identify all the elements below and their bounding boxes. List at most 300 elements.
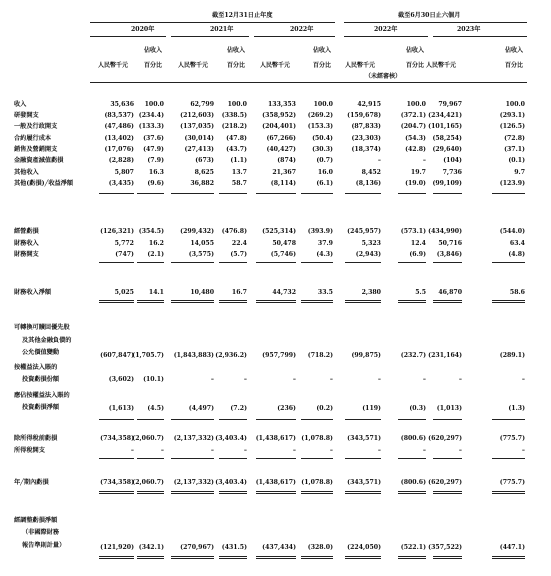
subtotal-rule <box>137 458 164 459</box>
subtotal-rule <box>492 419 525 420</box>
subtotal-rule <box>99 458 134 459</box>
cell-loss-for-period: (1,078.8) <box>301 479 333 486</box>
row-label-rd-expenses: 研發開支 <box>14 112 39 119</box>
total-double-rule <box>492 556 525 559</box>
cell-other-income: 19.7 <box>410 169 426 176</box>
cell-contract-fulfilment-cost: (67,266) <box>266 135 296 142</box>
cell-contract-fulfilment-cost: (37.6) <box>143 135 164 142</box>
cell-share-of-associate-losses: (119) <box>362 405 381 412</box>
cell-income-tax-expense: – <box>243 447 247 454</box>
cell-other-income: 5,807 <box>114 169 134 176</box>
subtotal-rule <box>301 193 333 194</box>
fair-value-change-label: 可轉換可贖回優先股 <box>14 324 70 331</box>
cell-contract-fulfilment-cost: (72.8) <box>504 135 525 142</box>
total-double-rule <box>398 491 426 494</box>
col-header-pct-top: 佔收入 <box>505 47 524 54</box>
total-double-rule <box>256 300 296 303</box>
cell-operating-loss: (126,321) <box>100 228 134 235</box>
cell-revenue: 100.0 <box>406 101 426 108</box>
cell-operating-loss: (299,432) <box>180 228 214 235</box>
cell-impairment-losses: – <box>377 157 381 164</box>
col-header-pct-bottom: 百分比 <box>144 62 163 69</box>
cell-loss-for-period: (2,060.7) <box>132 479 164 486</box>
cell-finance-costs: (3,575) <box>188 251 214 258</box>
cell-adjusted-net-loss: (270,967) <box>180 544 214 551</box>
adjusted-net-loss-label: 報告準則計量） <box>22 542 66 549</box>
cell-selling-marketing-expenses: (30.3) <box>312 146 333 153</box>
cell-selling-marketing-expenses: (47.9) <box>143 146 164 153</box>
cell-impairment-losses: (7.9) <box>147 157 164 164</box>
col-header-pct-bottom: 百分比 <box>406 62 425 69</box>
cell-loss-before-tax: (2,137,332) <box>173 435 214 442</box>
cell-finance-income: 50,716 <box>438 240 462 247</box>
row-label-finance-income: 財務收入 <box>14 240 39 247</box>
cell-adjusted-net-loss: (121,920) <box>100 544 134 551</box>
cell-finance-income: 14,055 <box>190 240 214 247</box>
total-double-rule <box>171 556 214 559</box>
cell-contract-fulfilment-cost: (30,014) <box>184 135 214 142</box>
total-double-rule <box>301 491 333 494</box>
col-header-rmb: 人民幣千元 <box>178 62 209 69</box>
cell-net-finance-income: 2,380 <box>361 289 381 296</box>
cell-fair-value-changes: (718.2) <box>307 352 333 359</box>
subtotal-rule <box>171 262 214 263</box>
row-label-other-losses-gains-net: 其他(虧損)╱收益淨額 <box>14 180 74 187</box>
cell-other-losses-gains-net: (99,109) <box>432 180 462 187</box>
cell-share-of-jv-losses: – <box>329 376 333 383</box>
cell-rd-expenses: (234,421) <box>428 112 462 119</box>
cell-fair-value-changes: (1,705.7) <box>132 352 164 359</box>
cell-share-of-associate-losses: (1.3) <box>508 405 525 412</box>
year-2021: 2021年 <box>210 26 234 33</box>
total-double-rule <box>171 300 214 303</box>
cell-selling-marketing-expenses: (42.8) <box>405 146 426 153</box>
cell-loss-before-tax: (620,297) <box>428 435 462 442</box>
cell-income-tax-expense: – <box>130 447 134 454</box>
cell-finance-income: 22.4 <box>231 240 247 247</box>
cell-operating-loss: (544.0) <box>499 228 525 235</box>
cell-contract-fulfilment-cost: (58,254) <box>432 135 462 142</box>
total-double-rule <box>99 556 134 559</box>
subtotal-rule <box>433 419 462 420</box>
cell-net-finance-income: 5,025 <box>114 289 134 296</box>
cell-income-tax-expense: – <box>210 447 214 454</box>
total-double-rule <box>137 300 164 303</box>
cell-other-income: 16.3 <box>148 169 164 176</box>
cell-loss-before-tax: (3,403.4) <box>215 435 247 442</box>
cell-finance-income: 5,323 <box>361 240 381 247</box>
total-double-rule <box>492 491 525 494</box>
cell-contract-fulfilment-cost: (13,402) <box>104 135 134 142</box>
col-header-pct-bottom: 百分比 <box>313 62 332 69</box>
cell-selling-marketing-expenses: (27,413) <box>184 146 214 153</box>
cell-impairment-losses: (874) <box>277 157 296 164</box>
cell-impairment-losses: (104) <box>443 157 462 164</box>
subtotal-rule <box>219 262 247 263</box>
cell-income-tax-expense: – <box>422 447 426 454</box>
cell-loss-for-period: (1,438,617) <box>255 479 296 486</box>
cell-share-of-jv-losses: – <box>210 376 214 383</box>
adjusted-net-loss-label: （非國際財務 <box>22 529 60 536</box>
col-header-pct-top: 佔收入 <box>406 47 425 54</box>
subtotal-rule <box>345 458 381 459</box>
cell-loss-before-tax: (734,358) <box>100 435 134 442</box>
unaudited-note: （未經審核） <box>365 73 402 80</box>
cell-share-of-associate-losses: (0.2) <box>316 405 333 412</box>
cell-impairment-losses: (0.7) <box>316 157 333 164</box>
cell-share-of-jv-losses: (10.1) <box>143 376 164 383</box>
cell-contract-fulfilment-cost: (54.3) <box>405 135 426 142</box>
cell-share-of-associate-losses: (0.3) <box>409 405 426 412</box>
cell-revenue: 42,915 <box>357 101 381 108</box>
cell-revenue: 62,799 <box>190 101 214 108</box>
cell-contract-fulfilment-cost: (23,303) <box>351 135 381 142</box>
cell-other-income: 16.0 <box>317 169 333 176</box>
cell-rd-expenses: (269.2) <box>307 112 333 119</box>
cell-impairment-losses: – <box>422 157 426 164</box>
cell-finance-income: 50,478 <box>272 240 296 247</box>
cell-finance-costs: (4.3) <box>316 251 333 258</box>
cell-g-and-a-expenses: (87,833) <box>351 123 381 130</box>
cell-rd-expenses: (338.5) <box>221 112 247 119</box>
year-2020: 2020年 <box>131 26 155 33</box>
total-double-rule <box>219 556 247 559</box>
cell-finance-costs: (5,746) <box>270 251 296 258</box>
cell-loss-before-tax: (1,438,617) <box>255 435 296 442</box>
cell-finance-costs: (4.8) <box>508 251 525 258</box>
row-label-net-finance-income: 財務收入淨額 <box>14 289 52 296</box>
cell-selling-marketing-expenses: (37.1) <box>504 146 525 153</box>
subtotal-rule <box>398 193 426 194</box>
subtotal-rule <box>171 419 214 420</box>
cell-share-of-jv-losses: – <box>521 376 525 383</box>
cell-income-tax-expense: – <box>292 447 296 454</box>
cell-share-of-associate-losses: (4,497) <box>188 405 214 412</box>
total-double-rule <box>433 300 462 303</box>
cell-share-of-jv-losses: – <box>243 376 247 383</box>
cell-g-and-a-expenses: (204,401) <box>262 123 296 130</box>
cell-other-losses-gains-net: (6.1) <box>316 180 333 187</box>
col-header-pct-bottom: 百分比 <box>227 62 246 69</box>
cell-rd-expenses: (159,678) <box>347 112 381 119</box>
cell-finance-income: 16.2 <box>148 240 164 247</box>
total-double-rule <box>301 556 333 559</box>
cell-other-income: 8,625 <box>194 169 214 176</box>
col-header-rmb: 人民幣千元 <box>260 62 291 69</box>
cell-net-finance-income: 33.5 <box>317 289 333 296</box>
cell-other-losses-gains-net: 36,882 <box>190 180 214 187</box>
subtotal-rule <box>301 262 333 263</box>
year-2022-hy: 2022年 <box>374 26 398 33</box>
cell-income-tax-expense: – <box>521 447 525 454</box>
subtotal-rule <box>398 458 426 459</box>
cell-other-losses-gains-net: (9.6) <box>147 180 164 187</box>
cell-other-income: 8,452 <box>361 169 381 176</box>
subtotal-rule <box>492 193 525 194</box>
cell-fair-value-changes: (957,799) <box>262 352 296 359</box>
cell-adjusted-net-loss: (357,522) <box>428 544 462 551</box>
cell-net-finance-income: 46,870 <box>438 289 462 296</box>
cell-other-income: 21,367 <box>272 169 296 176</box>
cell-g-and-a-expenses: (47,486) <box>104 123 134 130</box>
subtotal-rule <box>137 262 164 263</box>
cell-revenue: 100.0 <box>144 101 164 108</box>
cell-selling-marketing-expenses: (18,374) <box>351 146 381 153</box>
row-label-operating-loss: 經營虧損 <box>14 228 39 235</box>
cell-revenue: 100.0 <box>313 101 333 108</box>
total-double-rule <box>256 556 296 559</box>
header-bottom-rule <box>90 82 527 83</box>
total-double-rule <box>137 491 164 494</box>
subtotal-rule <box>219 458 247 459</box>
cell-revenue: 100.0 <box>227 101 247 108</box>
row-label-impairment-losses: 金融資產減值虧損 <box>14 157 64 164</box>
total-double-rule <box>99 491 134 494</box>
cell-g-and-a-expenses: (137,035) <box>180 123 214 130</box>
fy-header-rule <box>90 22 335 23</box>
cell-revenue: 100.0 <box>505 101 525 108</box>
col-header-pct-bottom: 百分比 <box>505 62 524 69</box>
cell-adjusted-net-loss: (431.5) <box>221 544 247 551</box>
subtotal-rule <box>171 193 214 194</box>
cell-operating-loss: (354.5) <box>138 228 164 235</box>
cell-share-of-jv-losses: (3,602) <box>108 376 134 383</box>
cell-adjusted-net-loss: (437,434) <box>262 544 296 551</box>
cell-selling-marketing-expenses: (29,640) <box>432 146 462 153</box>
year-2022-fy: 2022年 <box>290 26 314 33</box>
fy-period-header: 截至12月31日止年度 <box>212 12 273 19</box>
cell-fair-value-changes: (232.7) <box>400 352 426 359</box>
col-header-rmb: 人民幣千元 <box>98 62 129 69</box>
total-double-rule <box>171 491 214 494</box>
row-label-selling-marketing-expenses: 銷售及營銷開支 <box>14 146 58 153</box>
total-double-rule <box>398 556 426 559</box>
subtotal-rule <box>492 262 525 263</box>
associate-share-label: 應佔按權益法入賬的 <box>14 392 70 399</box>
row-label-loss-for-period: 年╱期內虧損 <box>14 479 49 486</box>
cell-share-of-associate-losses: (7.2) <box>230 405 247 412</box>
subtotal-rule <box>345 193 381 194</box>
subtotal-rule <box>301 458 333 459</box>
cell-other-losses-gains-net: (8,114) <box>270 180 296 187</box>
cell-g-and-a-expenses: (101,165) <box>428 123 462 130</box>
cell-income-tax-expense: – <box>329 447 333 454</box>
cell-rd-expenses: (212,603) <box>180 112 214 119</box>
subtotal-rule <box>219 419 247 420</box>
cell-finance-costs: (747) <box>115 251 134 258</box>
year-rule <box>171 36 249 37</box>
subtotal-rule <box>99 193 134 194</box>
subtotal-rule <box>219 193 247 194</box>
subtotal-rule <box>171 458 214 459</box>
cell-finance-costs: (2,943) <box>355 251 381 258</box>
subtotal-rule <box>137 193 164 194</box>
total-double-rule <box>398 300 426 303</box>
total-double-rule <box>433 556 462 559</box>
cell-net-finance-income: 14.1 <box>148 289 164 296</box>
cell-income-tax-expense: – <box>458 447 462 454</box>
col-header-rmb: 人民幣千元 <box>345 62 376 69</box>
cell-selling-marketing-expenses: (43.7) <box>226 146 247 153</box>
cell-adjusted-net-loss: (522.1) <box>400 544 426 551</box>
cell-operating-loss: (476.8) <box>221 228 247 235</box>
col-header-pct-top: 佔收入 <box>313 47 332 54</box>
total-double-rule <box>137 556 164 559</box>
cell-loss-for-period: (2,137,332) <box>173 479 214 486</box>
cell-net-finance-income: 16.7 <box>231 289 247 296</box>
cell-revenue: 35,636 <box>110 101 134 108</box>
cell-rd-expenses: (234.4) <box>138 112 164 119</box>
cell-share-of-jv-losses: – <box>422 376 426 383</box>
cell-other-losses-gains-net: (19.0) <box>405 180 426 187</box>
cell-finance-income: 37.9 <box>317 240 333 247</box>
cell-finance-costs: (3,846) <box>436 251 462 258</box>
total-double-rule <box>99 300 134 303</box>
cell-rd-expenses: (358,952) <box>262 112 296 119</box>
cell-rd-expenses: (372.1) <box>400 112 426 119</box>
cell-fair-value-changes: (231,164) <box>428 352 462 359</box>
cell-impairment-losses: (2,828) <box>108 157 134 164</box>
cell-impairment-losses: (673) <box>195 157 214 164</box>
cell-adjusted-net-loss: (342.1) <box>138 544 164 551</box>
cell-share-of-jv-losses: – <box>292 376 296 383</box>
cell-net-finance-income: 10,480 <box>190 289 214 296</box>
cell-g-and-a-expenses: (133.3) <box>138 123 164 130</box>
subtotal-rule <box>99 419 134 420</box>
cell-fair-value-changes: (607,847) <box>100 352 134 359</box>
total-double-rule <box>345 300 381 303</box>
cell-loss-before-tax: (2,060.7) <box>132 435 164 442</box>
subtotal-rule <box>433 458 462 459</box>
subtotal-rule <box>256 193 296 194</box>
year-rule <box>90 36 166 37</box>
subtotal-rule <box>345 419 381 420</box>
cell-finance-costs: (2.1) <box>147 251 164 258</box>
cell-impairment-losses: (1.1) <box>230 157 247 164</box>
cell-g-and-a-expenses: (204.7) <box>400 123 426 130</box>
jv-share-label: 按權益法入賬的 <box>14 364 58 371</box>
year-2023: 2023年 <box>457 26 481 33</box>
row-label-contract-fulfilment-cost: 合約履行成本 <box>14 135 52 142</box>
row-label-revenue: 收入 <box>14 101 27 108</box>
hy-header-rule <box>344 22 527 23</box>
cell-revenue: 133,353 <box>268 101 296 108</box>
cell-other-income: 13.7 <box>231 169 247 176</box>
col-header-pct-top: 佔收入 <box>227 47 246 54</box>
cell-rd-expenses: (83,537) <box>104 112 134 119</box>
jv-share-label: 投資虧損份額 <box>22 376 60 383</box>
cell-loss-before-tax: (1,078.8) <box>301 435 333 442</box>
cell-share-of-associate-losses: (236) <box>277 405 296 412</box>
row-label-g-and-a-expenses: 一般及行政開支 <box>14 123 58 130</box>
cell-impairment-losses: (0.1) <box>508 157 525 164</box>
subtotal-rule <box>433 193 462 194</box>
total-double-rule <box>433 491 462 494</box>
cell-finance-costs: (6.9) <box>409 251 426 258</box>
cell-selling-marketing-expenses: (17,076) <box>104 146 134 153</box>
row-label-income-tax-expense: 所得稅開支 <box>14 447 45 454</box>
cell-adjusted-net-loss: (447.1) <box>499 544 525 551</box>
cell-g-and-a-expenses: (126.5) <box>499 123 525 130</box>
cell-share-of-associate-losses: (1,613) <box>108 405 134 412</box>
cell-fair-value-changes: (99,875) <box>351 352 381 359</box>
hy-period-header: 截至6月30日止六個月 <box>398 12 461 19</box>
cell-operating-loss: (393.9) <box>307 228 333 235</box>
year-rule <box>344 36 428 37</box>
cell-g-and-a-expenses: (153.3) <box>307 123 333 130</box>
adjusted-net-loss-label: 經調整虧損淨額 <box>14 517 58 524</box>
cell-adjusted-net-loss: (224,050) <box>347 544 381 551</box>
total-double-rule <box>345 491 381 494</box>
cell-income-tax-expense: – <box>377 447 381 454</box>
cell-fair-value-changes: (289.1) <box>499 352 525 359</box>
cell-selling-marketing-expenses: (40,427) <box>266 146 296 153</box>
cell-other-income: 9.7 <box>514 169 525 176</box>
cell-other-losses-gains-net: (8,136) <box>355 180 381 187</box>
subtotal-rule <box>256 458 296 459</box>
cell-loss-for-period: (3,403.4) <box>215 479 247 486</box>
subtotal-rule <box>301 419 333 420</box>
cell-operating-loss: (245,957) <box>347 228 381 235</box>
cell-contract-fulfilment-cost: (47.8) <box>226 135 247 142</box>
cell-finance-income: 12.4 <box>410 240 426 247</box>
subtotal-rule <box>345 262 381 263</box>
row-label-loss-before-tax: 除所得稅前虧損 <box>14 435 58 442</box>
cell-share-of-jv-losses: – <box>377 376 381 383</box>
cell-loss-for-period: (343,571) <box>347 479 381 486</box>
subtotal-rule <box>433 262 462 263</box>
col-header-rmb: 人民幣千元 <box>426 62 457 69</box>
cell-share-of-associate-losses: (1,013) <box>436 405 462 412</box>
cell-net-finance-income: 5.5 <box>415 289 426 296</box>
cell-operating-loss: (573.1) <box>400 228 426 235</box>
col-header-pct-top: 佔收入 <box>144 47 163 54</box>
cell-other-losses-gains-net: (123.9) <box>499 180 525 187</box>
total-double-rule <box>219 491 247 494</box>
cell-fair-value-changes: (2,936.2) <box>215 352 247 359</box>
associate-share-label: 投資虧損淨額 <box>22 404 60 411</box>
cell-loss-before-tax: (775.7) <box>499 435 525 442</box>
fair-value-change-label: 及其他金融負債的 <box>22 337 72 344</box>
cell-other-losses-gains-net: 58.7 <box>231 180 247 187</box>
cell-fair-value-changes: (1,843,883) <box>173 352 214 359</box>
row-label-other-income: 其他收入 <box>14 169 39 176</box>
cell-contract-fulfilment-cost: (50.4) <box>312 135 333 142</box>
cell-g-and-a-expenses: (218.2) <box>221 123 247 130</box>
subtotal-rule <box>398 419 426 420</box>
total-double-rule <box>492 300 525 303</box>
year-rule <box>433 36 527 37</box>
subtotal-rule <box>256 419 296 420</box>
cell-finance-income: 5,772 <box>114 240 134 247</box>
fair-value-change-label: 公允價值變動 <box>22 349 60 356</box>
cell-other-income: 7,736 <box>442 169 462 176</box>
cell-other-losses-gains-net: (3,435) <box>108 180 134 187</box>
cell-loss-before-tax: (343,571) <box>347 435 381 442</box>
subtotal-rule <box>492 458 525 459</box>
total-double-rule <box>345 556 381 559</box>
cell-loss-for-period: (775.7) <box>499 479 525 486</box>
cell-finance-costs: (5.7) <box>230 251 247 258</box>
total-double-rule <box>301 300 333 303</box>
subtotal-rule <box>137 419 164 420</box>
subtotal-rule <box>99 262 134 263</box>
cell-operating-loss: (434,990) <box>428 228 462 235</box>
total-double-rule <box>219 300 247 303</box>
row-label-finance-costs: 財務開支 <box>14 251 39 258</box>
year-rule <box>254 36 335 37</box>
cell-net-finance-income: 44,732 <box>272 289 296 296</box>
